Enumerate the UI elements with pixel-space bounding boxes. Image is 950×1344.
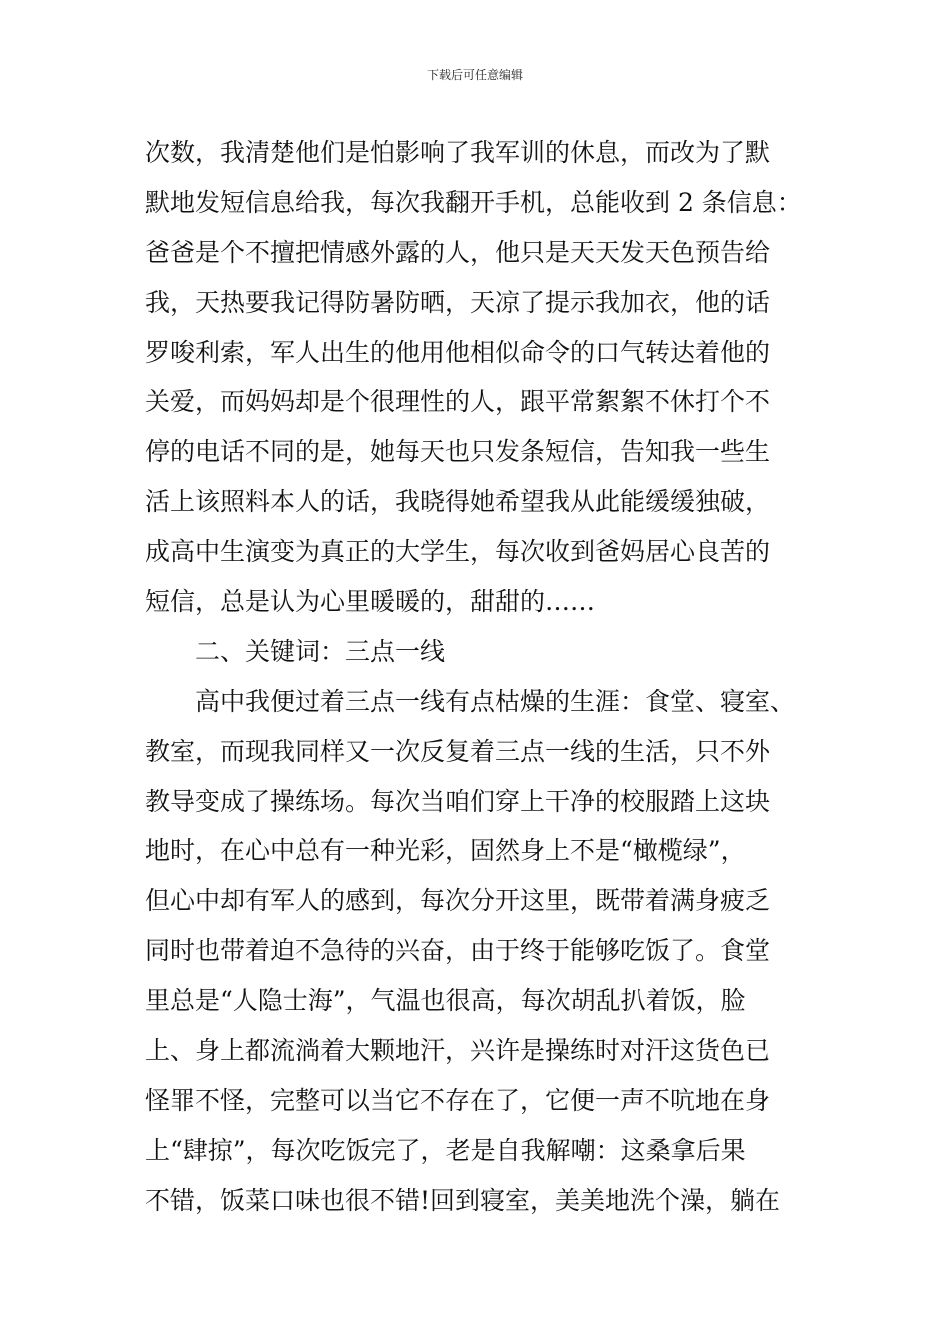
text-line: 次数，我清楚他们是怕影响了我军训的休息，而改为了默 — [145, 138, 771, 167]
text-line: 不错，饭菜口味也很不错!回到寝室，美美地洗个澡，躺在 — [145, 1185, 781, 1215]
text-line: 高中我便过着三点一线有点枯燥的生涯：食堂、寝室、 — [145, 686, 796, 716]
text-line: 上、身上都流淌着大颗地汗，兴许是操练时对汗这货色已 — [145, 1036, 771, 1066]
page-header: 下载后可任意编辑 — [426, 68, 523, 82]
text-line: 爸爸是个不擅把情感外露的人，他只是天天发天色预告给 — [145, 237, 771, 267]
text-line: 上“肆掠”，每次吃饭完了，老是自我解嘲：这桑拿后果 — [145, 1135, 746, 1165]
text-line: 同时也带着迫不急待的兴奋，由于终于能够吃饭了。食堂 — [145, 936, 771, 966]
section-heading: 二、关键词：三点一线 — [145, 636, 446, 666]
text-line: 教室，而现我同样又一次反复着三点一线的生活，只不外 — [145, 736, 771, 766]
text-line: 默地发短信息给我，每次我翻开手机，总能收到 2 条信息： — [145, 187, 802, 217]
text-line: 成高中生演变为真正的大学生，每次收到爸妈居心良苦的 — [145, 537, 771, 567]
text-line: 怪罪不怪，完整可以当它不存在了，它便一声不吭地在身 — [145, 1085, 771, 1115]
body-text — [145, 128, 825, 1226]
text-line: 教导变成了操练场。每次当咱们穿上干净的校服踏上这块 — [145, 786, 771, 816]
text-line: 地时，在心中总有一种光彩，固然身上不是“橄榄绿”， — [145, 836, 746, 866]
text-line: 我，天热要我记得防暑防晒，天凉了提示我加衣，他的话 — [145, 287, 771, 317]
text-line: 关爱，而妈妈却是个很理性的人，跟平常絮絮不休打个不 — [145, 387, 771, 417]
text-line: 短信，总是认为心里暖暖的，甜甜的…… — [145, 587, 596, 617]
text-line: 停的电话不同的是，她每天也只发条短信，告知我一些生 — [145, 437, 771, 467]
text-line: 活上该照料本人的话，我晓得她希望我从此能缓缓独破， — [145, 487, 771, 517]
text-line: 里总是“人隐士海”，气温也很高，每次胡乱扒着饭，脸 — [145, 986, 746, 1016]
text-line: 但心中却有军人的感到，每次分开这里，既带着满身疲乏 — [145, 886, 771, 916]
text-line: 罗唆利索，军人出生的他用他相似命令的口气转达着他的 — [145, 337, 771, 367]
